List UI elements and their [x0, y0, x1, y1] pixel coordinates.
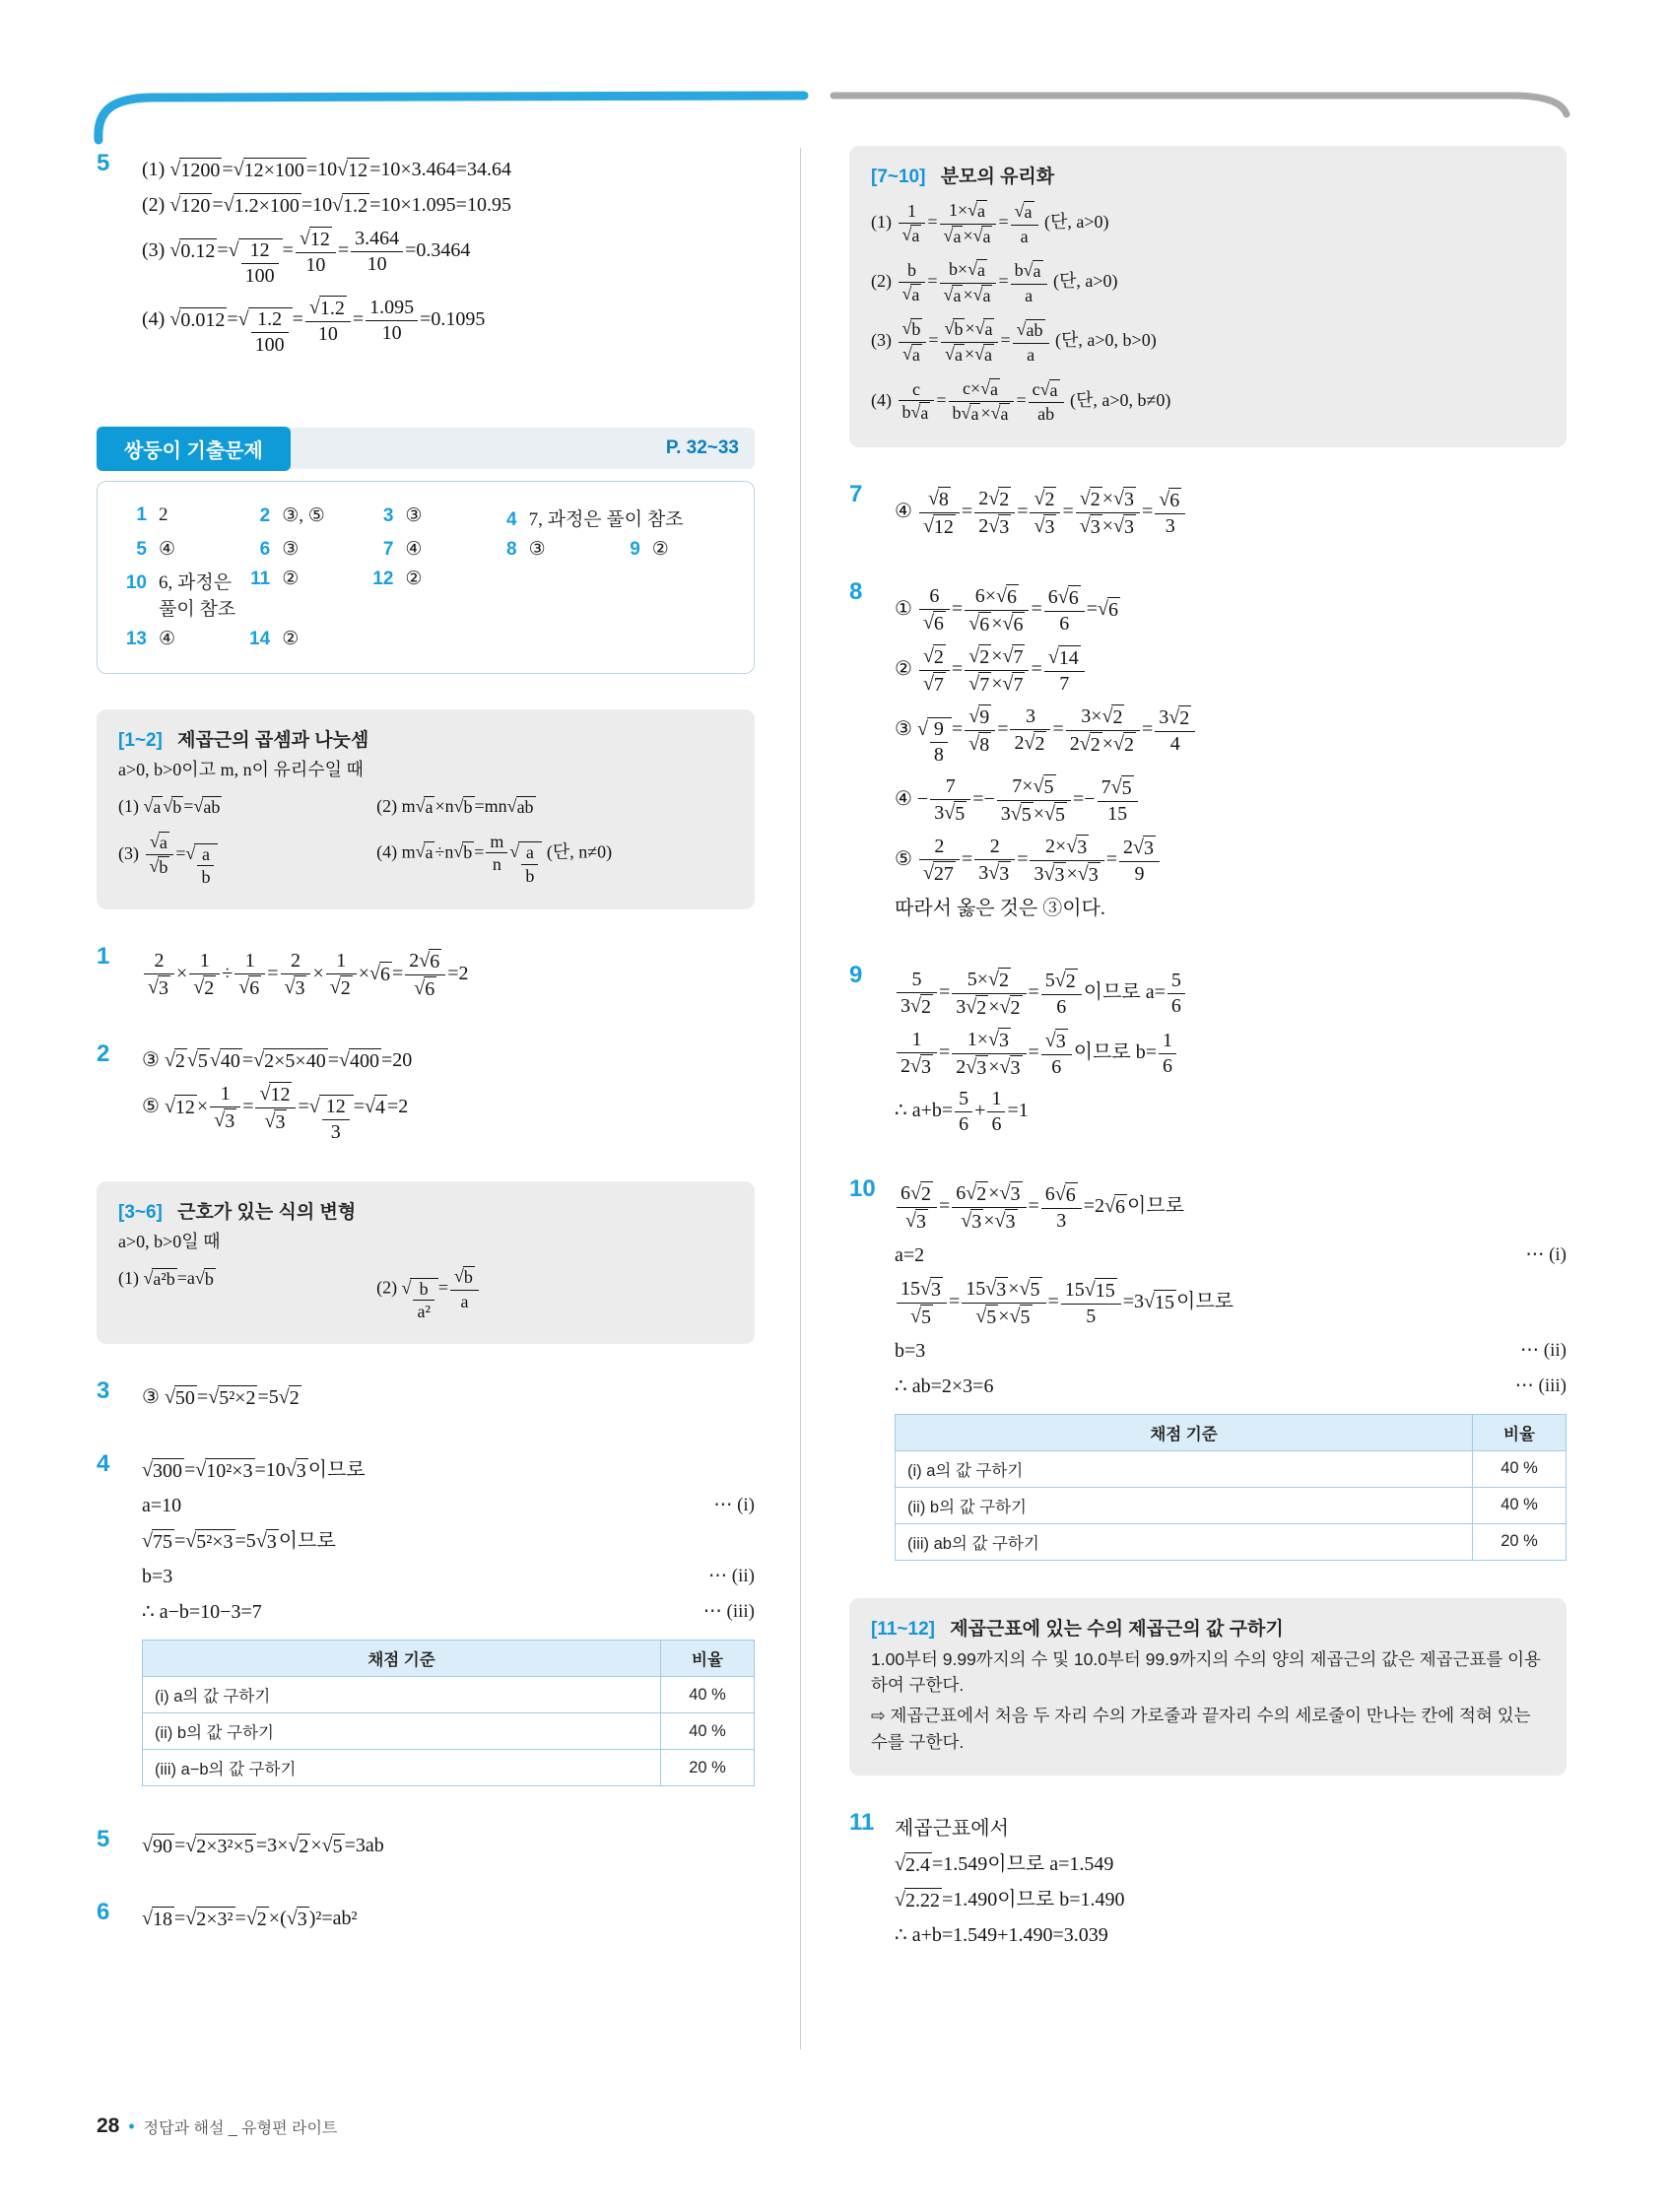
answer-number: 6: [259, 539, 271, 561]
problem-1-solution: [97, 941, 755, 1009]
grading-row: [896, 1487, 1567, 1523]
concept-title: 분모의 유리화: [940, 167, 1055, 187]
math-line: ∴ a+b=1.549+1.490=3.039: [895, 1923, 1108, 1946]
concept-paragraphs: [871, 1646, 1545, 1755]
concept-range-tag: [11~12]: [871, 1618, 935, 1640]
answer-item: [488, 538, 611, 561]
grading-table: [142, 1640, 755, 1786]
formula: (4) c b √ a = c× √ a b √ a × √ a = c √ a ab (단, a>0, b≠0): [871, 377, 1171, 425]
math-expression: ∴ ab=2×3=6: [895, 1374, 994, 1397]
answer-value: ③: [282, 539, 300, 561]
answer-number: 3: [382, 505, 394, 527]
math-line: (2) √ 120 = √ 1.2×100 =10 √ 1.2 =10×1.095=10.95: [142, 194, 511, 217]
answer-number: 5: [136, 539, 147, 561]
math-line: ③ √ 50 = √ 5²×2 =5 √ 2: [142, 1386, 300, 1410]
ratio-cell: 40 %: [661, 1713, 755, 1750]
answer-value: ②: [282, 629, 300, 650]
answer-section-header: [97, 428, 755, 469]
criteria-cell: (iii) a−b의 값 구하기: [143, 1750, 661, 1786]
answer-value: ③: [528, 539, 546, 561]
left-column: [97, 148, 755, 1970]
solution-lines: [895, 479, 1567, 547]
math-line: [895, 1337, 1567, 1365]
ratio-header: 비율: [661, 1641, 755, 1677]
concept-formulas: [118, 1260, 733, 1328]
top-decoration: [0, 0, 1668, 168]
step-marker: ⋯ (ii): [1520, 1339, 1567, 1361]
math-line: ∴ a+b= $\frac{5}{6}$ + $\frac{1}{6}$ =1: [895, 1087, 1029, 1135]
answer-value: ②: [651, 539, 669, 561]
grading-row: [143, 1713, 755, 1750]
solution-lines: [895, 960, 1567, 1144]
answer-number: 14: [249, 629, 271, 650]
math-line: ③ √ $\frac{9}{8}$ = √ 9 √ 8 = 3 2 √ 2 = 3× √ 2 2 √ 2 × √ 2 = 3 √ 2 4: [895, 704, 1567, 767]
concept-title: 제곱근의 곱셈과 나눗셈: [177, 730, 369, 752]
answer-number: 13: [125, 629, 147, 650]
concept-heading: [871, 1614, 1545, 1641]
concept-box-1-2: [97, 709, 755, 909]
solution-body: [142, 1448, 755, 1794]
ratio-cell: 40 %: [1473, 1487, 1567, 1523]
answer-row: [117, 538, 734, 561]
math-line: ③ √ 2 √ 5 √ 40 = √ 2×5×40 = √ 400 =20: [142, 1049, 413, 1073]
math-line: ④ − 7 3 √ 5 =− 7× √ 5 3 √ 5 × √ 5 =− 7 √ 5 15: [895, 774, 1567, 827]
math-expression: 15 √ 3 √ 5 = 15 √ 3 × √ 5 √ 5 × √ 5 = 15 √ 15 5 =3 √ 15 이므로: [895, 1277, 1234, 1329]
step-marker: ⋯ (iii): [1514, 1374, 1567, 1396]
answer-item: [240, 504, 364, 531]
solution-lines: [895, 1181, 1567, 1400]
answer-item: [240, 628, 364, 650]
math-line: [895, 1373, 1567, 1400]
answer-item: [611, 538, 734, 561]
problem-2-solution: [97, 1039, 755, 1152]
solution-lines: [142, 1375, 755, 1419]
step-marker: ⋯ (iii): [702, 1600, 755, 1622]
formula: (1) 1 √ a = 1× √ a √ a × √ a = √ a a (단, a>0): [871, 200, 1109, 246]
problem-9-solution: [849, 960, 1567, 1144]
answer-value: ④: [159, 539, 176, 561]
answer-value: ④: [405, 539, 423, 561]
answer-value: ③, ⑤: [282, 505, 325, 527]
answer-value: ③: [405, 505, 423, 527]
math-expression: b=3: [895, 1339, 926, 1362]
answer-item: [364, 504, 487, 531]
math-line: 2 √ 3 × 1 √ 2 ÷ 1 √ 6 = 2 √ 3 × 1 √ 2 × √ 6 = 2 √ 6 √ 6 =2: [142, 949, 755, 1001]
page-reference: P. 32~33: [665, 437, 739, 459]
criteria-cell: (ii) b의 값 구하기: [143, 1713, 661, 1750]
answer-row: [117, 568, 734, 621]
math-expression: ∴ a−b=10−3=7: [142, 1601, 262, 1624]
concept-paragraph: ⇨ 제곱근표에서 처음 두 자리 수의 가로줄과 끝자리 수의 세로줄이 만나는 칸에 적혀 있는 수를 구한다.: [871, 1706, 1531, 1752]
problem-number: 9: [849, 961, 863, 988]
math-line: 따라서 옳은 것은 ③이다.: [895, 897, 1105, 919]
answer-value: 7, 과정은 풀이 참조: [528, 509, 684, 531]
solution-lines: [142, 148, 755, 365]
math-line: [142, 1456, 755, 1484]
grading-header-row: [143, 1641, 755, 1677]
concept-range-tag: [7~10]: [871, 167, 926, 187]
criteria-cell: (iii) ab의 값 구하기: [896, 1523, 1473, 1560]
concept-intro: a>0, b>0일 때: [118, 1232, 221, 1252]
math-line: [142, 1492, 755, 1519]
answer-value: 6, 과정은 풀이 참조: [159, 572, 236, 621]
problem-number: 6: [97, 1899, 110, 1926]
problem-8-solution: [849, 576, 1567, 930]
math-line: (1) √ 1200 = √ 12×100 =10 √ 12 =10×3.464=34.64: [142, 159, 511, 181]
formula: (2) √ $\frac{b}{\text{a²}}$ = √ b a: [376, 1266, 733, 1322]
answer-item: [117, 504, 240, 531]
math-expression: b=3: [142, 1566, 173, 1588]
problem-number: 7: [849, 480, 863, 507]
solution-lines: [895, 1807, 1567, 1957]
math-line: 1 2 √ 3 = 1× √ 3 2 √ 3 × √ 3 = √ 3 6 이므로 b= $\frac{1}{6}$: [895, 1028, 1567, 1080]
criteria-header: 채점 기준: [143, 1641, 661, 1677]
math-line: (3) √ 0.12 = √ $\frac{12}{100}$ = √ 12 10 = $\frac{3.464}{10}$ =0.3464: [142, 228, 471, 288]
concept-heading: [118, 725, 733, 752]
math-expression: √ 75 = √ 5²×3 =5 √ 3 이므로: [142, 1530, 336, 1554]
math-line: ⑤ 2 √ 27 = 2 3 √ 3 = 2× √ 3 3 √ 3 × √ 3 = 2 √ 3 9: [895, 835, 1567, 887]
concept-title: 제곱근표에 있는 수의 제곱근의 값 구하기: [950, 1618, 1284, 1640]
formula: (2) m √ a ×n √ b =mn √ ab: [376, 796, 534, 818]
footer-bullet-icon: •: [128, 2115, 135, 2136]
ratio-cell: 20 %: [661, 1750, 755, 1786]
math-expression: a=10: [142, 1495, 182, 1517]
answer-number: 10: [125, 572, 147, 594]
answer-number: 2: [259, 505, 271, 527]
math-expression: √ 300 = √ 10²×3 =10 √ 3 이므로: [142, 1459, 366, 1483]
ratio-cell: 40 %: [661, 1677, 755, 1713]
solution-lines: [895, 576, 1567, 930]
answer-item: [117, 538, 240, 561]
answer-number: 8: [506, 539, 517, 561]
grading-rows: [896, 1450, 1567, 1560]
grading-header-row: [896, 1414, 1567, 1450]
problem-7-solution: [849, 479, 1567, 547]
ratio-header: 비율: [1473, 1414, 1567, 1450]
math-line: √ 2.4 =1.549이므로 a=1.549: [895, 1852, 1114, 1876]
grading-table-head: [143, 1641, 755, 1677]
concept-range-tag: [1~2]: [118, 730, 163, 752]
step-marker: ⋯ (ii): [708, 1565, 755, 1586]
problem-number: 3: [97, 1377, 110, 1405]
answer-number: 12: [372, 569, 394, 590]
math-line: [142, 1527, 755, 1555]
criteria-cell: (i) a의 값 구하기: [896, 1450, 1473, 1487]
criteria-header: 채점 기준: [896, 1414, 1473, 1450]
answer-value: ②: [405, 569, 423, 590]
problem-number: 8: [849, 577, 863, 605]
math-line: ④ √ 8 √ 12 = 2 √ 2 2 √ 3 = √ 2 √ 3 = √ 2 × √ 3 √ 3 × √ 3 = √ 6 3: [895, 487, 1567, 539]
solution-body: [895, 1173, 1567, 1569]
grading-table: [895, 1414, 1567, 1561]
problem-number: 10: [849, 1174, 876, 1202]
solution-lines: [142, 1897, 755, 1940]
math-expression: a=2: [895, 1243, 925, 1266]
ratio-cell: 20 %: [1473, 1523, 1567, 1560]
math-line: √ 2.22 =1.490이므로 b=1.490: [895, 1888, 1125, 1911]
problem-number: 5: [97, 1826, 110, 1853]
answer-item: [240, 538, 364, 561]
math-line: [142, 1598, 755, 1626]
concept-intro: a>0, b>0이고 m, n이 유리수일 때: [118, 760, 364, 780]
concept-title: 근호가 있는 식의 변형: [177, 1202, 357, 1224]
problem-number: 4: [97, 1450, 110, 1478]
grading-row: [896, 1450, 1567, 1487]
concept-box-3-6: [97, 1181, 755, 1344]
answer-item: [364, 568, 487, 621]
criteria-cell: (ii) b의 값 구하기: [896, 1487, 1473, 1523]
math-line: √ 18 = √ 2×3² = √ 2 ×( √ 3 )²=ab²: [142, 1908, 358, 1931]
problem-10-solution: [849, 1173, 1567, 1569]
math-line: [895, 1277, 1567, 1329]
page-footer: [97, 2114, 337, 2138]
math-line: [895, 1181, 1567, 1234]
answer-number: 4: [506, 509, 517, 531]
answer-number: 11: [250, 569, 271, 590]
problem-number: 11: [849, 1808, 875, 1836]
answer-item: [117, 568, 240, 621]
problem-6-solution: [97, 1897, 755, 1940]
math-expression: 6 √ 2 √ 3 = 6 √ 2 × √ 3 √ 3 × √ 3 = 6 √ 6 3 =2 √ 6 이므로: [895, 1181, 1184, 1234]
problem-4-solution: [97, 1448, 755, 1794]
answer-key-box: [97, 481, 755, 674]
right-column: [849, 146, 1567, 1986]
answer-number: 9: [630, 539, 640, 561]
solution-lines: [142, 941, 755, 1009]
answer-item: [240, 568, 364, 621]
step-marker: ⋯ (i): [713, 1494, 755, 1515]
formula: (2) b √ a = b× √ a √ a × √ a = b √ a a (단, a>0): [871, 259, 1118, 305]
solution-lines: [142, 1039, 755, 1152]
answer-item: [117, 628, 240, 650]
math-line: [895, 1241, 1567, 1269]
answer-row: [117, 628, 734, 650]
step-marker: ⋯ (i): [1525, 1243, 1567, 1265]
formula: (1) √ a √ b = √ ab: [118, 796, 221, 818]
math-line: √ 90 = √ 2×3²×5 =3× √ 2 × √ 5 =3ab: [142, 1835, 384, 1858]
answer-number: 7: [382, 539, 394, 561]
math-line: [142, 1563, 755, 1590]
answer-item: [488, 504, 734, 531]
concept-paragraph: 1.00부터 9.99까지의 수 및 10.0부터 99.9까지의 수의 양의 제곱근의 값은 제곱근표를 이용하여 구한다.: [871, 1648, 1541, 1696]
problem-3-solution: [97, 1375, 755, 1419]
column-divider: [800, 148, 801, 2049]
problem-number: 2: [97, 1040, 110, 1068]
formula: (3) √ a √ b = √ $\frac{a}{b}$: [118, 832, 376, 889]
footer-text: 정답과 해설 _ 유형편 라이트: [143, 2119, 338, 2137]
math-line: ① 6 √ 6 = 6× √ 6 √ 6 × √ 6 = 6 √ 6 6 = √ 6: [895, 584, 1118, 636]
problem-5-continued-solution: [97, 148, 755, 365]
math-line: 제곱근표에서: [895, 1817, 1009, 1840]
formula: (4) m √ a ÷n √ b = $\frac{m}{n}$ √ $\frac{a}{b}$ (단, n≠0): [376, 831, 613, 886]
page-number: 28: [97, 2114, 120, 2137]
solution-lines: [142, 1456, 755, 1626]
concept-formulas: [871, 194, 1545, 432]
formula: (1) √ a²b =a √ b: [118, 1268, 214, 1290]
math-line: ⑤ √ 12 × 1 √ 3 = √ 12 √ 3 = √ $\frac{12}{3}$ = √ 4 =2: [142, 1083, 409, 1144]
answer-item: [364, 538, 487, 561]
grading-table-head: [896, 1414, 1567, 1450]
ratio-cell: 40 %: [1473, 1450, 1567, 1487]
grading-row: [143, 1677, 755, 1713]
problem-number: 5: [97, 150, 110, 176]
formula: (3) √ b √ a = √ b × √ a √ a × √ a = √ ab a (단, a>0, b>0): [871, 318, 1157, 365]
problem-11-solution: [849, 1807, 1567, 1957]
problem-number: 1: [97, 943, 110, 971]
criteria-cell: (i) a의 값 구하기: [143, 1677, 661, 1713]
concept-heading: [118, 1197, 733, 1224]
solution-lines: [142, 1824, 755, 1867]
answer-value: 2: [159, 504, 168, 526]
answer-number: 1: [136, 504, 147, 526]
concept-formulas: [118, 788, 733, 894]
math-line: (4) √ 0.012 = √ $\frac{1.2}{100}$ = √ 1.2 10 = $\frac{1.095}{10}$ =0.1095: [142, 297, 486, 357]
concept-range-tag: [3~6]: [118, 1202, 163, 1224]
math-line: ② √ 2 √ 7 = √ 2 × √ 7 √ 7 × √ 7 = √ 14 7: [895, 644, 1567, 697]
concept-heading: [871, 162, 1545, 188]
grading-row: [143, 1750, 755, 1786]
concept-box-7-10: [849, 146, 1567, 447]
answer-value: ④: [159, 629, 176, 650]
concept-box-11-12: [849, 1598, 1567, 1776]
math-line: 5 3 √ 2 = 5× √ 2 3 √ 2 × √ 2 = 5 √ 2 6 이므로 a= $\frac{5}{6}$: [895, 968, 1567, 1020]
grading-row: [896, 1523, 1567, 1560]
grading-rows: [143, 1677, 755, 1786]
section-title-badge: 쌍둥이 기출문제: [97, 427, 291, 471]
problem-5-solution: [97, 1824, 755, 1867]
answer-row: [117, 504, 734, 531]
answer-value: ②: [282, 569, 300, 590]
